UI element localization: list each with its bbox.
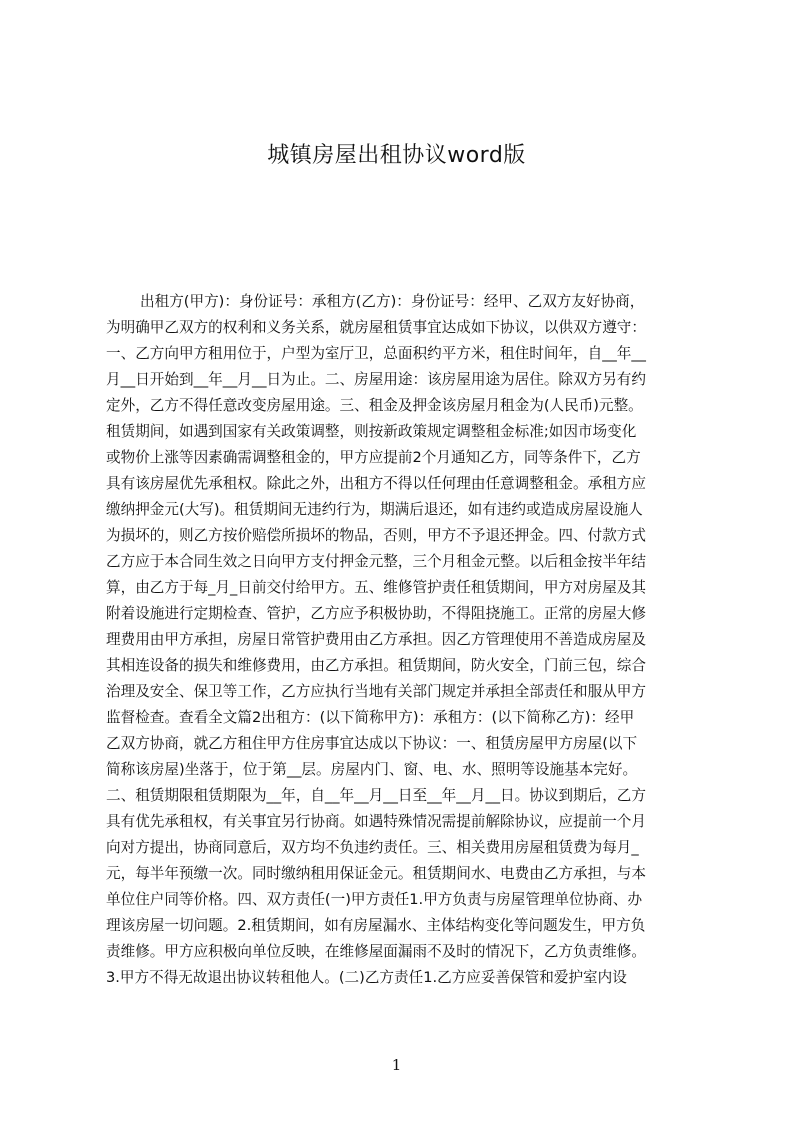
page-number: 1 [391,1056,402,1074]
body-line: 一、乙方向甲方租用位于，户型为室厅卫，总面积约平方米，租住时间年，自__年__ [106,345,646,362]
body-line: 租赁期间，如遇到国家有关政策调整，则按新政策规定调整租金标准;如因市场变化 [106,423,637,440]
body-line: 向对方提出，协商同意后，双方均不负违约责任。三、相关费用房屋租赁费为每月_ [106,839,639,856]
body-line: 其相连设备的损失和维修费用，由乙方承担。租赁期间，防火安全，门前三包，综合 [106,657,646,674]
body-line: 理该房屋一切问题。2.租赁期间，如有房屋漏水、主体结构变化等问题发生，甲方负 [106,917,646,934]
body-line: 出租方(甲方)：身份证号：承租方(乙方)：身份证号：经甲、乙双方友好协商， [140,293,645,310]
body-line: 单位住户同等价格。四、双方责任(一)甲方责任1.甲方负责与房屋管理单位协商、办 [106,891,643,908]
body-line: 乙双方协商，就乙方租住甲方住房事宜达成以下协议：一、租赁房屋甲方房屋(以下 [106,735,638,752]
body-line: 为明确甲乙双方的权利和义务关系，就房屋租赁事宜达成如下协议，以供双方遵守： [106,319,646,336]
document-body [106,289,699,991]
body-line: 理费用由甲方承担，房屋日常管护费用由乙方承担。因乙方管理使用不善造成房屋及 [106,631,646,648]
body-line: 监督检查。查看全文篇2出租方：(以下简称甲方)：承租方：(以下简称乙方)：经甲 [106,709,635,726]
body-line: 定外，乙方不得任意改变房屋用途。三、租金及押金该房屋月租金为(人民币)元整。 [106,397,643,414]
body-line: 缴纳押金元(大写)。租赁期间无违约行为，期满后退还，如有违约或造成房屋设施人 [106,501,643,518]
body-line: 具有优先承租权，有关事宜另行协商。如遇特殊情况需提前解除协议，应提前一个月 [106,813,646,830]
body-line: 月__日开始到__年__月__日为止。二、房屋用途：该房屋用途为居住。除双方另有约 [106,371,646,388]
body-line: 乙方应于本合同生效之日向甲方支付押金元整，三个月租金元整。以后租金按半年结 [106,553,646,570]
body-line: 附着设施进行定期检查、管护，乙方应予积极协助，不得阻挠施工。正常的房屋大修 [106,605,646,622]
body-line: 治理及安全、保卫等工作，乙方应执行当地有关部门规定并承担全部责任和服从甲方 [106,683,646,700]
body-line: 责维修。甲方应积极向单位反映，在维修屋面漏雨不及时的情况下，乙方负责维修。 [106,943,646,960]
document-title: 城镇房屋出租协议word版 [267,143,526,168]
body-line: 3.甲方不得无故退出协议转租他人。(二)乙方责任1.乙方应妥善保管和爱护室内设 [106,969,627,986]
body-line: 二、租赁期限租赁期限为__年，自__年__月__日至__年__月__日。协议到期后，乙方 [106,787,646,804]
body-line: 算，由乙方于每_月_日前交付给甲方。五、维修管护责任租赁期间，甲方对房屋及其 [106,579,646,596]
body-line: 简称该房屋)坐落于，位于第__层。房屋内门、窗、电、水、照明等设施基本完好。 [106,761,638,778]
body-line: 或物价上涨等因素确需调整租金的，甲方应提前2个月通知乙方，同等条件下，乙方 [106,449,641,466]
body-line: 具有该房屋优先承租权。除此之外，出租方不得以任何理由任意调整租金。承租方应 [106,475,646,492]
body-line: 为损坏的，则乙方按价赔偿所损坏的物品，否则，甲方不予退还押金。四、付款方式 [106,527,646,544]
body-line: 元，每半年预缴一次。同时缴纳租用保证金元。租赁期间水、电费由乙方承担，与本 [106,865,646,882]
